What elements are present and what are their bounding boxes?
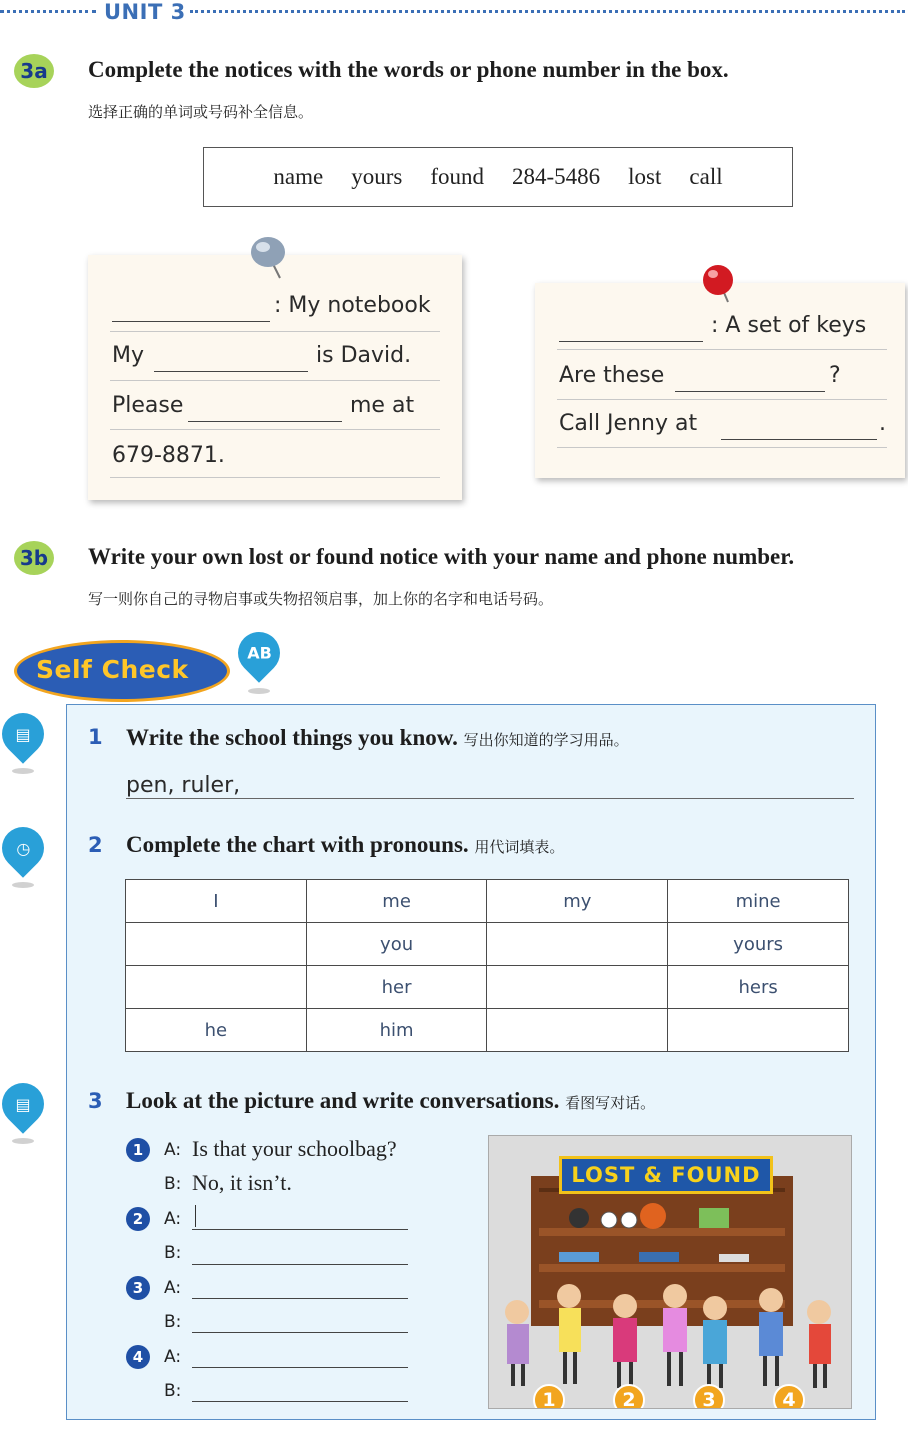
pin-shadow [248,688,270,694]
header-dots-left [0,10,96,13]
table-cell: hers [668,966,849,1009]
table-cell-blank[interactable] [126,966,307,1009]
table-row [126,966,849,1009]
word-item: yours [351,164,403,189]
table-cell-blank[interactable] [668,1009,849,1052]
picture-number: 4 [773,1384,805,1409]
unit-title: UNIT 3 [104,0,186,24]
question-number-2: 2 [88,833,103,857]
question-number-3: 3 [88,1089,103,1113]
self-check-title: Self Check [36,655,189,684]
conversation-number: 3 [126,1276,150,1300]
section-badge-3a: 3a [14,54,54,88]
pin-shadow [12,1138,34,1144]
note-ruled-line [557,399,887,400]
question-number-1: 1 [88,725,103,749]
picture-number: 3 [693,1384,725,1409]
note1-blank3[interactable] [188,421,342,422]
table-cell-blank[interactable] [487,966,668,1009]
pin-shadow [12,768,34,774]
question-3-en: Look at the picture and write conversations. [126,1088,560,1113]
book-icon: ▤ [0,1074,53,1133]
lost-found-sign-text: LOST & FOUND [571,1163,761,1187]
speaker-a-label: A: [164,1347,182,1367]
instruction-3a: Complete the notices with the words or phone number in the box. [88,57,729,82]
note1-line1: : My notebook [274,293,431,318]
question-2-en: Complete the chart with pronouns. [126,832,469,857]
conversation-blank[interactable] [192,1401,408,1402]
speaker-b-label: B: [164,1243,182,1263]
section-badge-3b: 3b [14,541,54,575]
conversation-blank[interactable] [192,1332,408,1333]
question-1-answer: pen, ruler, [126,773,241,798]
table-cell: her [306,966,487,1009]
notice-notebook [88,255,462,500]
note2-line3-post: . [879,411,886,436]
note2-blank2[interactable] [675,391,825,392]
conversation-blank[interactable] [192,1367,408,1368]
lost-and-found-illustration [488,1135,852,1409]
table-cell-blank[interactable] [126,923,307,966]
question-3-cn: 看图写对话。 [565,1094,656,1112]
note1-blank2[interactable] [154,371,308,372]
question-1-text [126,725,629,751]
pushpin-icon [698,262,742,304]
word-box [203,147,793,207]
note1-line4: 679-8871. [112,443,225,468]
instruction-3a-cn: 选择正确的单词或号码补全信息。 [88,103,314,121]
lost-found-sign [559,1156,773,1194]
table-cell: I [126,880,307,923]
note1-line3-post: me at [350,393,415,418]
note2-line2-pre: Are these [559,363,665,388]
ab-badge-label: AB [246,643,272,663]
speaker-b-label: B: [164,1381,182,1401]
note-ruled-line [110,380,440,381]
speaker-b-label: B: [164,1174,182,1194]
table-cell: yours [668,923,849,966]
conversation-blank[interactable] [192,1264,408,1265]
question-2-cn: 用代词填表。 [474,838,565,856]
note-ruled-line [557,349,887,350]
word-item: found [430,164,484,189]
word-item: name [273,164,324,189]
pin-shadow [12,882,34,888]
word-item: 284-5486 [512,164,601,189]
note2-line2-post: ? [829,363,841,388]
note2-line1: : A set of keys [711,313,867,338]
note1-line2-post: is David. [316,343,412,368]
note1-line2-pre: My [112,343,145,368]
question-1-answer-line[interactable] [126,798,854,799]
table-cell-blank[interactable] [487,1009,668,1052]
header-dots-right [190,10,905,13]
table-row [126,1009,849,1052]
instruction-3b-cn: 写一则你自己的寻物启事或失物招领启事，加上你的名字和电话号码。 [88,590,554,608]
table-cell: me [306,880,487,923]
note2-blank1[interactable] [559,341,703,342]
instruction-3b: Write your own lost or found notice with your name and phone number. [88,544,795,569]
word-item: call [689,164,723,189]
table-row [126,880,849,923]
pronoun-table [125,879,849,1052]
speaker-a-label: A: [164,1140,182,1160]
note1-line3-pre: Please [112,393,184,418]
note-ruled-line [110,331,440,332]
note-ruled-line [110,429,440,430]
table-cell: mine [668,880,849,923]
speaker-b-label: B: [164,1312,182,1332]
notice-keys [535,283,905,478]
speaker-b-line: No, it isn’t. [192,1170,292,1195]
table-row [126,923,849,966]
conversation-number: 1 [126,1138,150,1162]
conversation-number: 2 [126,1207,150,1231]
conversation-number: 4 [126,1345,150,1369]
speaker-a-label: A: [164,1278,182,1298]
picture-number: 2 [613,1384,645,1409]
table-cell: him [306,1009,487,1052]
question-1-en: Write the school things you know. [126,725,458,750]
question-1-cn: 写出你知道的学习用品。 [463,731,629,749]
note2-blank3[interactable] [721,439,877,440]
pencil-icon [229,623,288,682]
picture-number: 1 [533,1384,565,1409]
question-3-text [126,1088,655,1114]
pushpin-icon [246,232,292,280]
book-icon: ▤ [0,704,53,763]
note-ruled-line [557,447,887,448]
note-ruled-line [110,477,440,478]
table-cell: he [126,1009,307,1052]
word-item: lost [628,164,662,189]
conversation-blank[interactable] [192,1229,408,1230]
speaker-a-label: A: [164,1209,182,1229]
table-cell: my [487,880,668,923]
question-2-text [126,832,564,858]
note2-line3-pre: Call Jenny at [559,411,698,436]
speaker-a-line: Is that your schoolbag? [192,1136,397,1161]
table-cell-blank[interactable] [487,923,668,966]
table-cell: you [306,923,487,966]
text-cursor [195,1205,196,1227]
conversation-blank[interactable] [192,1298,408,1299]
clock-icon: ◷ [0,818,53,877]
note1-blank1[interactable] [112,321,270,322]
